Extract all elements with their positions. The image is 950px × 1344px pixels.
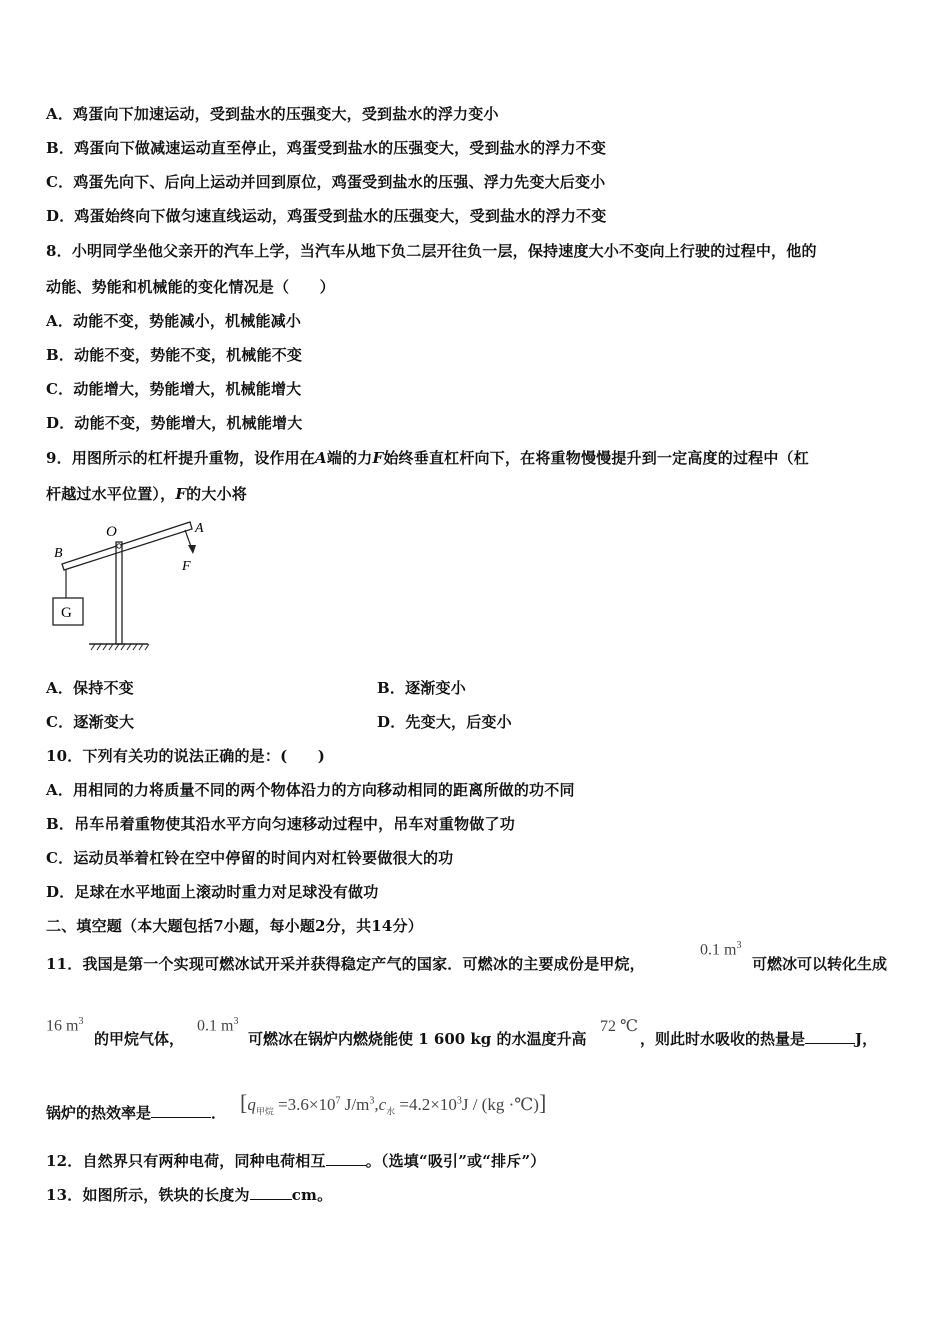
lever-bar (62, 522, 192, 570)
q7-option-d: D．鸡蛋始终向下做匀速直线运动，鸡蛋受到盐水的压强变大，受到盐水的浮力不变 (46, 207, 607, 225)
q8-stem-line1: 8．小明同学坐他父亲开的汽车上学，当汽车从地下负二层开往负一层，保持速度大小不变向上行驶的过程中，他的 (46, 242, 817, 260)
q10-stem: 10．下列有关功的说法正确的是：( ) (46, 747, 326, 765)
q11-math-volume-1: 0.1 $m^3$ (700, 940, 742, 959)
q11-line3: 锅炉的热效率是 ． (46, 1104, 227, 1122)
q8-option-c: C．动能增大，势能增大，机械能增大 (46, 380, 302, 398)
force-arrowhead (188, 545, 196, 554)
q11-blank-heat[interactable] (805, 1029, 855, 1044)
q11-math-volume-2: 16 $m^3$ (46, 1016, 84, 1035)
q7-option-a: A．鸡蛋向下加速运动，受到盐水的压强变大，受到盐水的浮力变小 (46, 105, 499, 123)
label-G: G (61, 605, 72, 621)
q7-option-b: B．鸡蛋向下做减速运动直至停止，鸡蛋受到盐水的压强变大，受到盐水的浮力不变 (46, 139, 607, 157)
q10-option-c: C．运动员举着杠铃在空中停留的时间内对杠铃要做很大的功 (46, 849, 454, 867)
q11-line1-end: 可燃冰可以转化生成 (752, 955, 888, 973)
q11-line2-a: 的甲烷气体， (94, 1030, 185, 1048)
lever-figure (44, 512, 219, 657)
q9-option-b: B．逐渐变小 (377, 679, 466, 697)
q8-option-a: A．动能不变，势能减小，机械能减小 (46, 312, 302, 330)
q8-stem-line2: 动能、势能和机械能的变化情况是（ ） (46, 278, 335, 296)
q9-option-d: D．先变大，后变小 (377, 713, 512, 731)
q10-option-d: D．足球在水平地面上滚动时重力对足球没有做功 (46, 883, 379, 901)
q11-given-constants: [$q_{甲烷} =3.6\times 10^7$ $J/m^3,c_水 =4.2\times 10^3J / (kg$ ·℃)] (240, 1090, 547, 1117)
q10-option-b: B．吊车吊着重物使其沿水平方向匀速移动过程中，吊车对重物做了功 (46, 815, 515, 833)
q9-stem-line1: 9．用图所示的杠杆提升重物，设作用在A端的力F始终垂直杠杆向下，在将重物慢慢提升到一定高度的过程中（杠 (46, 449, 809, 467)
q11-line2-c: ，则此时水吸收的热量是 J， (640, 1030, 878, 1048)
q13-blank[interactable] (250, 1185, 292, 1200)
label-A: A (195, 521, 204, 536)
q11-math-volume-3: 0.1 $m^3$ (197, 1016, 239, 1035)
q8-option-d: D．动能不变，势能增大，机械能增大 (46, 414, 303, 432)
section-title-fill-in: 二、填空题（本大题包括7小题，每小题2分，共14分） (46, 917, 423, 935)
support-post (116, 542, 122, 644)
q9-option-c: C．逐渐变大 (46, 713, 135, 731)
q11-line2-b: 可燃冰在锅炉内燃烧能使 1 600 kg 的水温度升高 (248, 1030, 587, 1048)
label-F: F (182, 559, 191, 574)
q11-math-temperature: 72 ℃ (600, 1018, 638, 1035)
q10-option-a: A．用相同的力将质量不同的两个物体沿力的方向移动相同的距离所做的功不同 (46, 781, 575, 799)
q9-stem-line2: 杆越过水平位置），F的大小将 (46, 485, 247, 503)
q8-option-b: B．动能不变，势能不变，机械能不变 (46, 346, 303, 364)
q13: 13．如图所示，铁块的长度为 cm。 (46, 1186, 333, 1204)
q7-option-c: C．鸡蛋先向下、后向上运动并回到原位，鸡蛋受到盐水的压强、浮力先变大后变小 (46, 173, 606, 191)
q9-option-a: A．保持不变 (46, 679, 134, 697)
q11-line1: 11．我国是第一个实现可燃冰试开采并获得稳定产气的国家．可燃冰的主要成份是甲烷， (46, 955, 645, 973)
pivot (117, 544, 121, 548)
q12: 12．自然界只有两种电荷，同种电荷相互 。（选填“吸引”或“排斥”） (46, 1152, 546, 1170)
label-O: O (106, 524, 117, 540)
label-B: B (54, 546, 63, 561)
q12-blank[interactable] (326, 1151, 366, 1166)
q11-blank-efficiency[interactable] (151, 1103, 211, 1118)
